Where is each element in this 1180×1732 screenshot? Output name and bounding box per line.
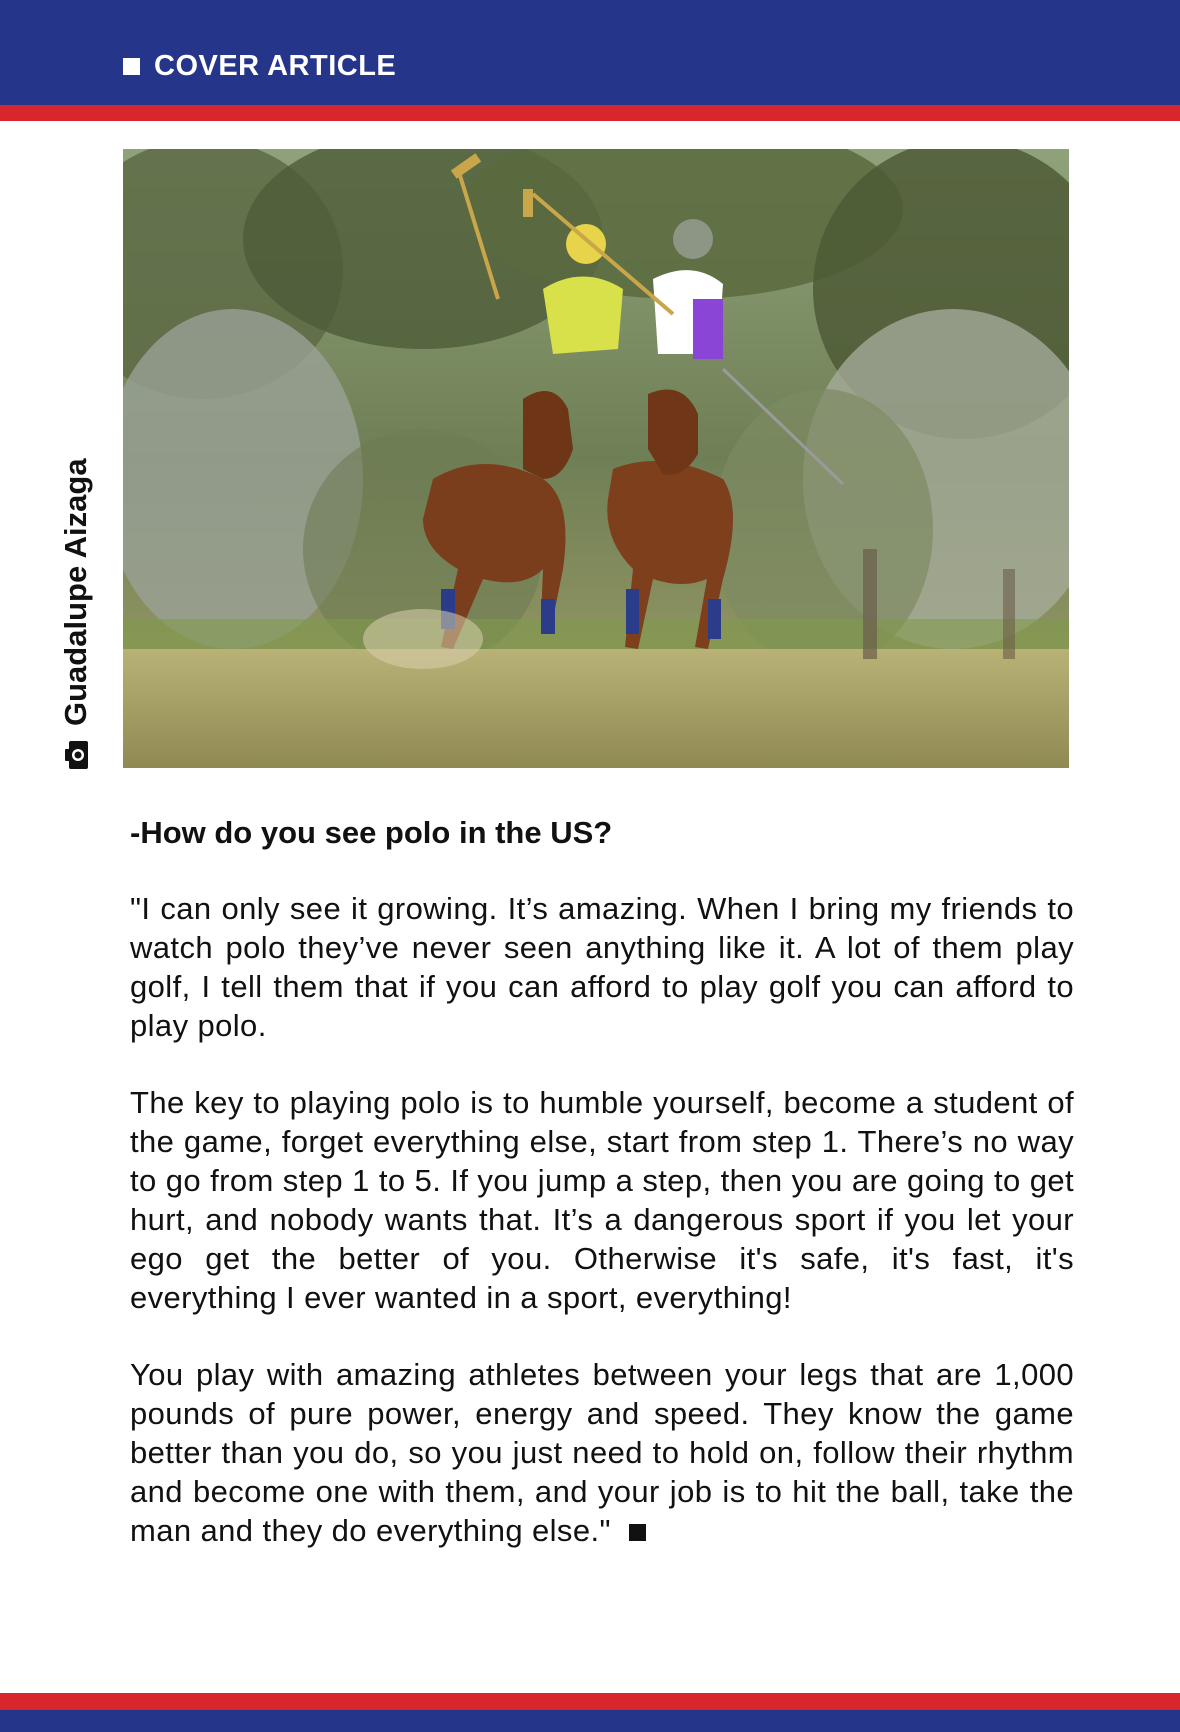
header-red-stripe — [0, 105, 1180, 121]
polo-photo — [123, 149, 1069, 768]
article-body — [130, 815, 1074, 1588]
photo-credit — [58, 458, 94, 770]
interview-question: -How do you see polo in the US? — [130, 815, 613, 850]
footer-band — [0, 1710, 1180, 1732]
section-title: COVER ARTICLE — [154, 50, 397, 82]
square-bullet-icon — [123, 58, 140, 75]
paragraph-3 — [130, 1355, 1074, 1550]
camera-icon — [63, 740, 89, 770]
paragraph-1: "I can only see it growing. It’s amazing. When I bring my friends to watch polo they’ve never seen anything like it. A lot of them play golf, I tell them that if you can afford to play golf you can afford to play polo. — [130, 891, 1074, 1043]
paragraph-3-text: You play with amazing athletes between your legs that are 1,000 pounds of pure power, energy and speed. They know the game better than you do, so you just need to hold on, follow their rhythm and become one with them, and your job is to hit the ball, take the man and they do everything else." — [130, 1357, 1074, 1548]
footer-red-stripe — [0, 1693, 1180, 1710]
paragraph-2: The key to playing polo is to humble yourself, become a student of the game, forget everything else, start from step 1. There’s no way to go from step 1 to 5. If you jump a step, then you are going to get hurt, and nobody wants that. It’s a dangerous sport if you let your ego get the better of you. Otherwise it's safe, it's fast, it's everything I ever wanted in a sport, everything! — [130, 1085, 1074, 1315]
photographer-name: Guadalupe Aizaga — [58, 458, 93, 726]
end-square-icon — [629, 1524, 646, 1541]
section-label — [123, 50, 396, 83]
